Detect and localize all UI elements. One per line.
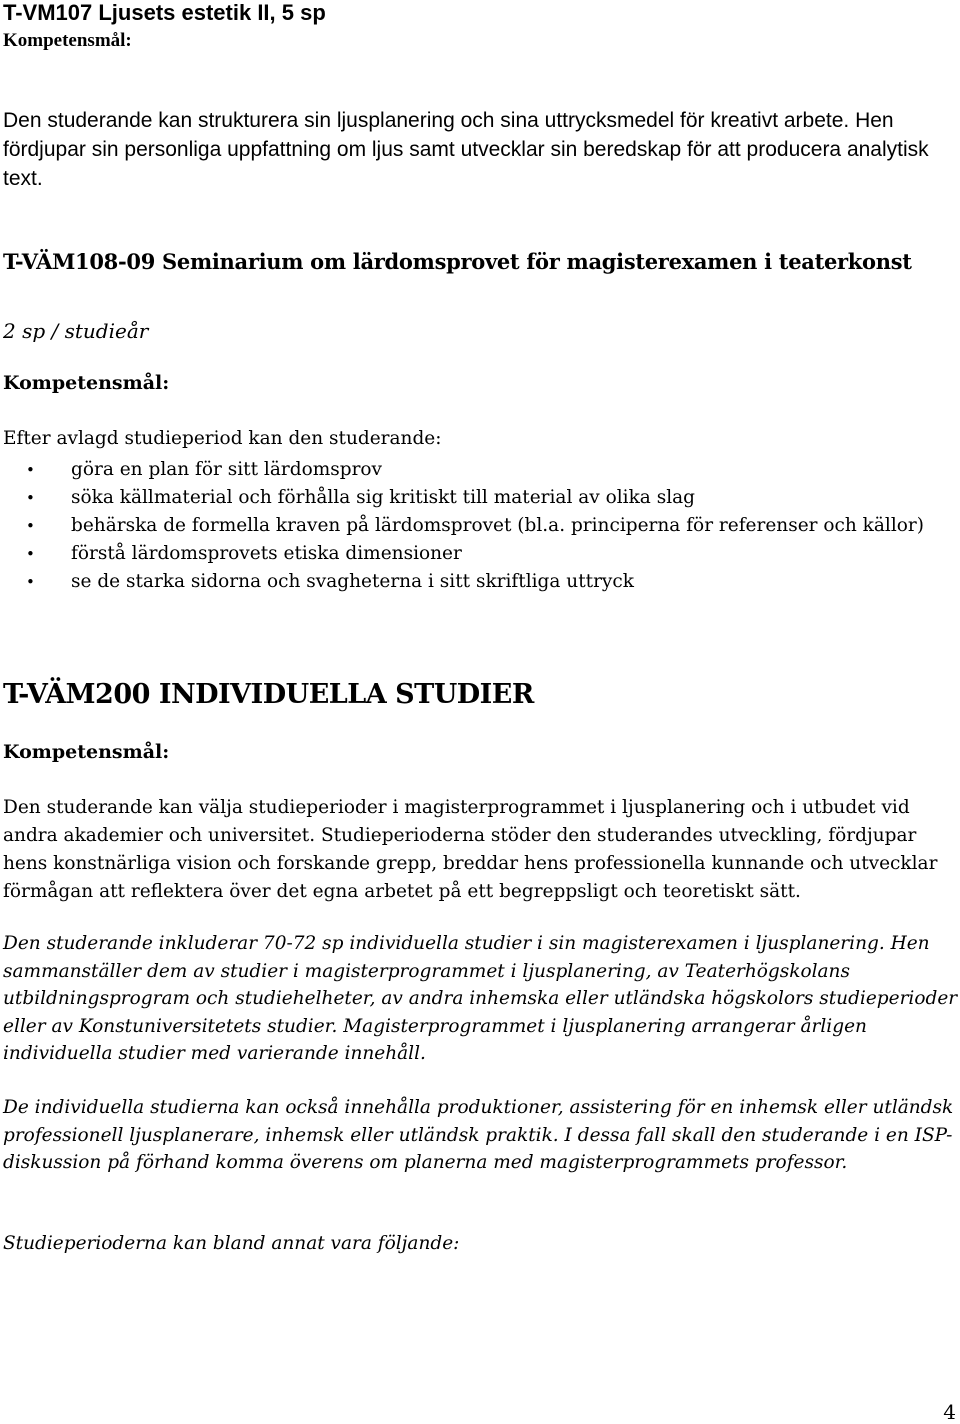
competence-label: Kompetensmål:: [3, 372, 170, 394]
italic-paragraph: Studieperioderna kan bland annat vara följande:: [3, 1233, 460, 1254]
competence-label: Kompetensmål:: [3, 30, 132, 51]
bullet-icon: •: [26, 573, 35, 591]
bullet-icon: •: [26, 489, 35, 507]
paragraph-vm107: Den studerande kan strukturera sin ljusplanering och sina uttrycksmedel för kreativt arbete. Hen fördjupar sin personliga uppfattning om ljus samt utvecklar sin beredskap för att producera analytisk text.: [3, 109, 929, 190]
list-item: [3, 568, 933, 596]
page-number: 4: [943, 1400, 956, 1424]
paragraph-vam200: Den studerande kan välja studieperioder i magisterprogrammet i ljusplanering och i utbudet vid andra akademier och universitet. Studieperioderna stöder den studerandes utveckling, fördjupar hens konstnärliga vision och forskande grepp, breddar hens professionella kunnande och utvecklar förmågan att reflektera över det egna arbetet på ett begreppsligt och teoretiskt sätt.: [3, 797, 938, 902]
list-item: [3, 456, 933, 484]
list-item-text: behärska de formella kraven på lärdomsprovet (bl.a. principerna för referenser och källor): [71, 515, 924, 536]
credits-text: 2 sp / studieår: [3, 319, 149, 343]
list-item-text: förstå lärdomsprovets etiska dimensioner: [71, 543, 462, 564]
competence-label: Kompetensmål:: [3, 741, 170, 763]
italic-paragraph: De individuella studierna kan också innehålla produktioner, assistering för en inhemsk eller utländsk professionell ljusplanerare, inhemsk eller utländsk praktik. I dessa fall skall den studerande i en ISP- diskussion på förhand komma överens om planerna med magisterprogrammets professor.: [3, 1097, 954, 1173]
section-heading-vm107: T-VM107 Ljusets estetik II, 5 sp: [3, 0, 326, 25]
section-heading-vam108: T-VÄM108-09 Seminarium om lärdomsprovet för magisterexamen i teaterkonst: [3, 249, 912, 274]
list-item-text: se de starka sidorna och svagheterna i sitt skriftliga uttryck: [71, 571, 634, 592]
competence-list: [3, 456, 933, 596]
italic-paragraph: Den studerande inkluderar 70-72 sp individuella studier i sin magisterexamen i ljusplanering. Hen sammanställer dem av studier i magisterprogrammet i ljusplanering, av Teaterhögskolans utbildningsprogram och studiehelheter, av andra inhemska eller utländska högskolors studieperioder eller av Konstuniversitetets studier. Magisterprogrammet i ljusplanering arrangerar årligen individuella studier med varierande innehåll.: [3, 933, 958, 1064]
bullet-icon: •: [26, 517, 35, 535]
list-item-text: söka källmaterial och förhålla sig kritiskt till material av olika slag: [71, 487, 695, 508]
list-item: [3, 484, 933, 512]
section-heading-vam200: T-VÄM200 INDIVIDUELLA STUDIER: [3, 679, 534, 710]
list-item: [3, 540, 933, 568]
bullet-icon: •: [26, 545, 35, 563]
intro-text: Efter avlagd studieperiod kan den studerande:: [3, 428, 442, 449]
bullet-icon: •: [26, 461, 35, 479]
list-item: [3, 512, 933, 540]
list-item-text: göra en plan för sitt lärdomsprov: [71, 459, 383, 480]
